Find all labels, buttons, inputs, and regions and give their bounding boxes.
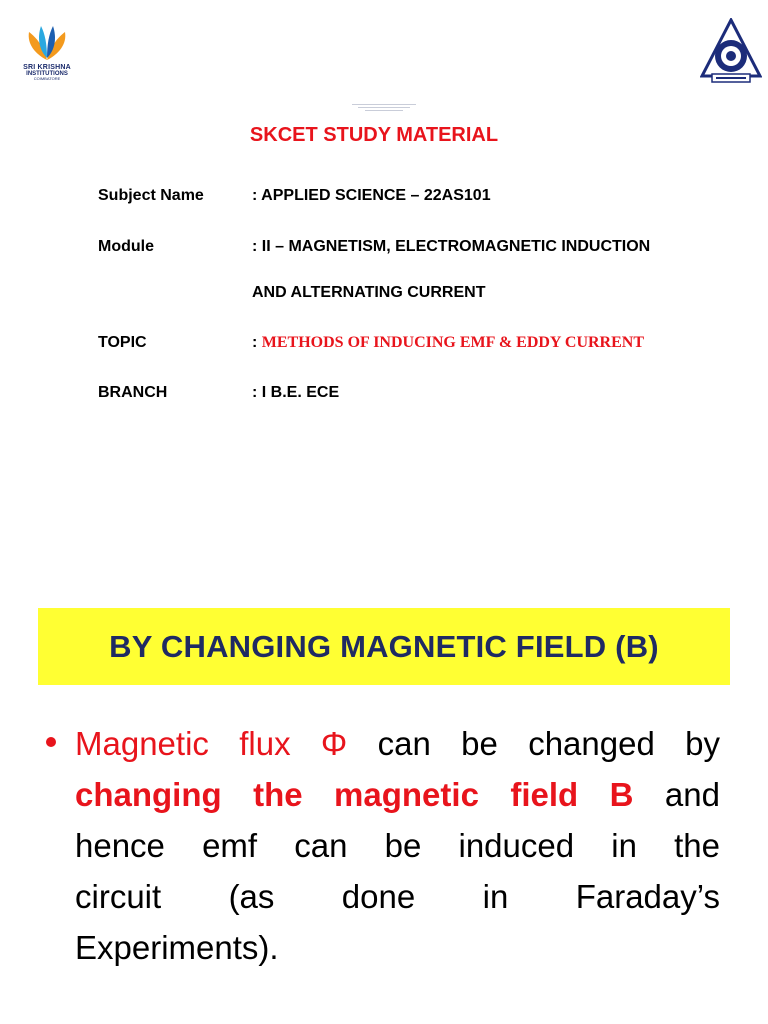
field-label: Module <box>98 238 154 255</box>
field-label: TOPIC <box>98 334 147 351</box>
field-value-prefix: : <box>252 334 262 351</box>
faint-header-lines <box>352 102 416 113</box>
topic-value: METHODS OF INDUCING EMF & EDDY CURRENT <box>261 334 645 351</box>
field-label: BRANCH <box>98 384 168 401</box>
field-value: : APPLIED SCIENCE – 22AS101 <box>252 187 491 204</box>
slide-heading-banner <box>38 608 730 685</box>
highlight-text: Magnetic flux Φ <box>75 725 348 762</box>
bullet-line-1 <box>75 718 720 769</box>
field-label: Subject Name <box>98 187 204 204</box>
document-title: SKCET STUDY MATERIAL <box>249 124 499 146</box>
plain-text: and <box>633 776 720 813</box>
logo-name-line3: COIMBATORE <box>33 76 61 81</box>
logo-name-line2: INSTITUTIONS <box>26 71 68 77</box>
field-value: AND ALTERNATING CURRENT <box>252 284 486 301</box>
sri-krishna-logo <box>14 24 80 96</box>
institution-emblem-icon <box>700 18 762 84</box>
field-value: : II – MAGNETISM, ELECTROMAGNETIC INDUCTION <box>252 238 651 255</box>
lotus-logo-icon <box>25 24 69 62</box>
bullet-line-2 <box>75 769 720 820</box>
field-value <box>252 334 644 352</box>
bullet-line-4: circuit (as done in Faraday’s <box>75 878 720 915</box>
slide-heading: BY CHANGING MAGNETIC FIELD (B) <box>109 628 659 664</box>
bullet-line-5: Experiments). <box>75 929 279 966</box>
field-value: : I B.E. ECE <box>252 384 340 401</box>
bullet-icon <box>46 737 56 747</box>
highlight-text: changing the magnetic field B <box>75 776 634 813</box>
plain-text: can be changed by <box>347 725 720 762</box>
bullet-line-3: hence emf can be induced in the <box>75 827 720 864</box>
logo-name-line1: SRI KRISHNA <box>23 64 71 71</box>
